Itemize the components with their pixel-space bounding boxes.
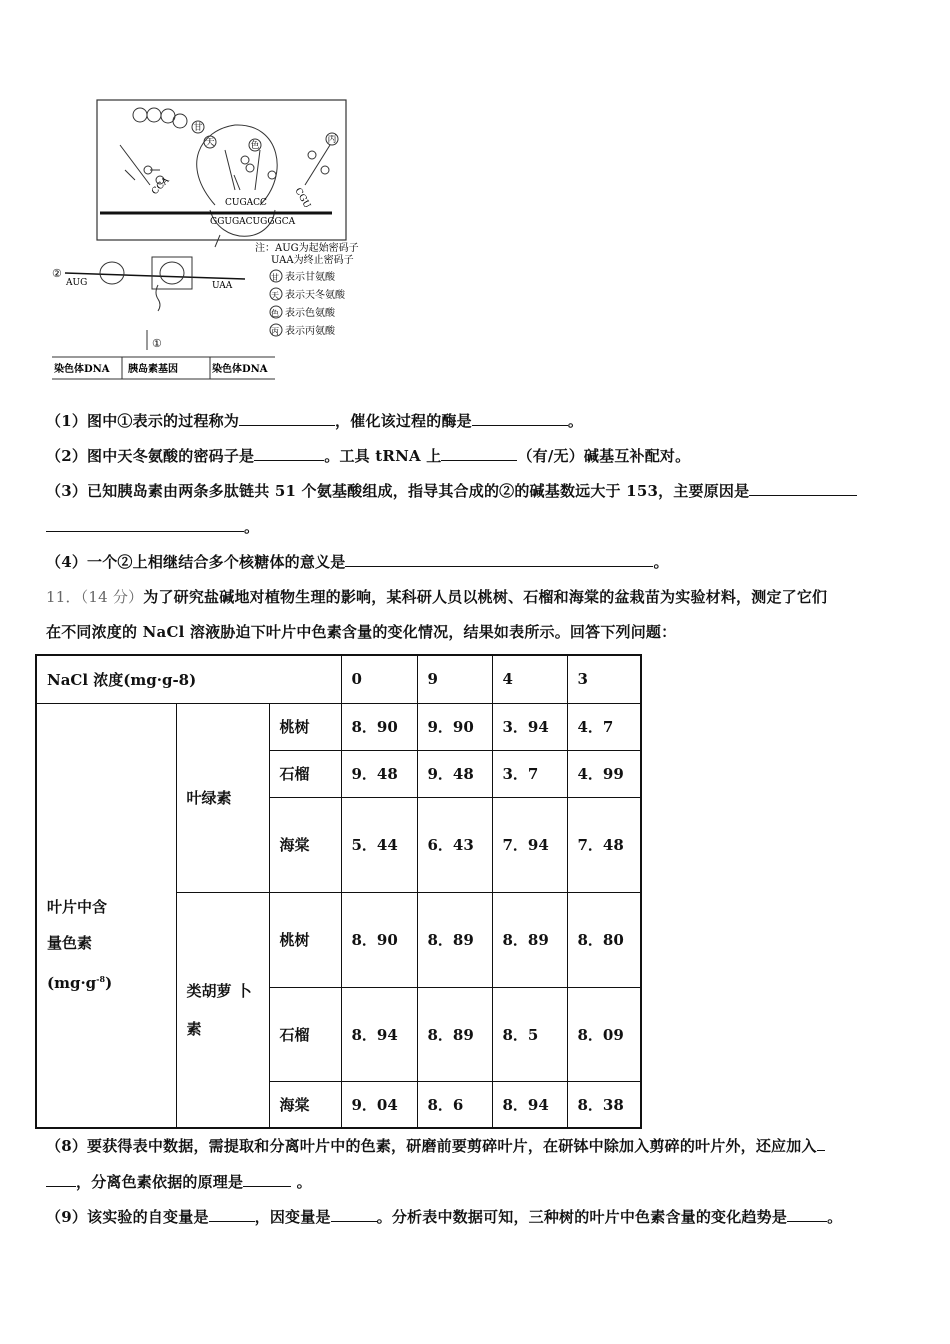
table-cell: 8．89 xyxy=(417,892,492,987)
mrna-sequence: GGUGACUGGGCA xyxy=(210,217,296,227)
tree-label: 石榴 xyxy=(269,750,341,797)
answer-blank[interactable] xyxy=(331,1207,377,1222)
answer-blank[interactable] xyxy=(749,481,857,496)
table-header-row xyxy=(36,655,641,703)
question-8: （8）要获得表中数据，需提取和分离叶片中的色素，研磨前要剪碎叶片，在研钵中除加入剪碎的叶片外，还应加入 xyxy=(46,1135,825,1156)
table-cell: 5．44 xyxy=(341,797,417,892)
pigment-table xyxy=(35,654,642,1129)
table-cell: 4．99 xyxy=(567,750,641,797)
translation-diagram xyxy=(40,95,380,385)
row-group-label: 叶片中含 量色素 $(mg\cdot g^{-8})$ xyxy=(36,703,176,1128)
tree-label: 海棠 xyxy=(269,1081,341,1128)
start-codon-label: AUG xyxy=(66,278,88,288)
question-8-continued: ，分离色素依据的原理是 。 xyxy=(46,1171,312,1192)
ribosome-1 xyxy=(100,262,124,284)
question-9: （9）该实验的自变量是 ，因变量是 。分析表中数据可知，三种树的叶片中色素含量的变化趋势是 。 xyxy=(46,1208,843,1226)
svg-text:甘: 甘 xyxy=(193,123,203,133)
svg-text:色: 色 xyxy=(250,141,260,151)
svg-text:表示天冬氨酸: 表示天冬氨酸 xyxy=(285,290,345,301)
answer-blank[interactable] xyxy=(239,411,335,426)
table-cell: 9．04 xyxy=(341,1081,417,1128)
svg-text:色: 色 xyxy=(271,309,279,318)
question-3-continued: 。 xyxy=(46,516,259,537)
pigment-label: 叶绿素 xyxy=(176,703,269,892)
table-cell: 8．6 xyxy=(417,1081,492,1128)
svg-text:天: 天 xyxy=(205,138,215,148)
nacl-header: NaCl 浓度(mg·g-8) xyxy=(36,655,341,703)
table-cell: 8．80 xyxy=(567,892,641,987)
ribosome-large xyxy=(197,125,277,205)
mrna-marker: ② xyxy=(52,267,62,280)
svg-text:注：AUG为起始密码子: 注：AUG为起始密码子 xyxy=(255,243,359,254)
question-11: 11．（14 分）为了研究盐碱地对植物生理的影响，某科研人员以桃树、石榴和海棠的盆栽苗为实验材料，测定了它们 xyxy=(46,588,828,606)
anticodon-left: CCA xyxy=(150,175,172,198)
answer-blank[interactable] xyxy=(345,552,653,567)
concentration-header: 3 xyxy=(567,655,641,703)
table-cell: 6．43 xyxy=(417,797,492,892)
amino-acid-labels xyxy=(192,121,338,151)
table-row xyxy=(36,703,641,750)
table-cell: 8．90 xyxy=(341,892,417,987)
svg-text:甘: 甘 xyxy=(271,273,279,282)
table-cell: 7．94 xyxy=(492,797,567,892)
table-cell: 3．94 xyxy=(492,703,567,750)
question-2: （2）图中天冬氨酸的密码子是 。工具 tRNA 上 （有/无）碱基互补配对。 xyxy=(46,447,691,465)
concentration-header: 9 xyxy=(417,655,492,703)
trna-shapes xyxy=(120,145,330,190)
ribosome-2 xyxy=(160,262,184,284)
answer-blank[interactable] xyxy=(209,1207,255,1222)
answer-blank[interactable] xyxy=(787,1207,827,1222)
tree-label: 桃树 xyxy=(269,892,341,987)
peptide-chain xyxy=(133,108,187,128)
tree-label: 石榴 xyxy=(269,987,341,1081)
answer-blank[interactable] xyxy=(254,446,324,461)
question-4: （4）一个②上相继结合多个核糖体的意义是 。 xyxy=(46,553,669,571)
svg-text:表示甘氨酸: 表示甘氨酸 xyxy=(285,272,335,283)
process-marker: ① xyxy=(152,337,162,350)
table-cell: 4．7 xyxy=(567,703,641,750)
dna-right-label: 染色体DNA xyxy=(212,364,268,375)
table-cell: 8．5 xyxy=(492,987,567,1081)
table-cell: 3．7 xyxy=(492,750,567,797)
concentration-header: 0 xyxy=(341,655,417,703)
table-cell: 8．94 xyxy=(341,987,417,1081)
table-cell: 8．09 xyxy=(567,987,641,1081)
answer-blank[interactable] xyxy=(472,411,568,426)
table-cell: 7．48 xyxy=(567,797,641,892)
answer-blank[interactable] xyxy=(441,446,517,461)
tree-label: 桃树 xyxy=(269,703,341,750)
question-1: （1）图中①表示的过程称为 ，催化该过程的酶是 。 xyxy=(46,412,584,430)
table-cell: 8．90 xyxy=(341,703,417,750)
svg-text:UAA为终止密码子: UAA为终止密码子 xyxy=(271,255,354,266)
mrna-line xyxy=(65,273,245,279)
table-cell: 8．38 xyxy=(567,1081,641,1128)
svg-text:天: 天 xyxy=(271,291,279,300)
table-cell: 8．94 xyxy=(492,1081,567,1128)
table-cell: 8．89 xyxy=(492,892,567,987)
anticodon-right: CGU xyxy=(292,186,312,211)
question-3: （3）已知胰岛素由两条多肽链共 51 个氨基酸组成，指导其合成的②的碱基数远大于 153，主要原因是 xyxy=(46,480,857,501)
tree-label: 海棠 xyxy=(269,797,341,892)
dna-left-label: 染色体DNA xyxy=(54,364,110,375)
answer-blank[interactable] xyxy=(46,517,244,532)
diagram-note xyxy=(255,241,359,337)
insulin-gene-label: 胰岛素基因 xyxy=(128,364,178,375)
question-11-continued: 在不同浓度的 NaCl 溶液胁迫下叶片中色素含量的变化情况，结果如表所示。回答下列问题： xyxy=(46,623,677,641)
table-cell: 9．48 xyxy=(341,750,417,797)
zoom-arrow xyxy=(215,235,220,247)
answer-blank[interactable] xyxy=(243,1172,291,1187)
pigment-label: 类胡萝 卜 素 xyxy=(176,892,269,1128)
answer-blank[interactable] xyxy=(46,1172,76,1187)
svg-text:丙: 丙 xyxy=(271,327,279,336)
svg-text:丙: 丙 xyxy=(327,135,337,145)
table-cell: 9．48 xyxy=(417,750,492,797)
codon-strand: CUGACC xyxy=(225,198,267,208)
table-cell: 8．89 xyxy=(417,987,492,1081)
table-cell: 9．90 xyxy=(417,703,492,750)
answer-blank[interactable] xyxy=(817,1136,825,1151)
svg-text:表示丙氨酸: 表示丙氨酸 xyxy=(285,326,335,337)
stop-codon-label: UAA xyxy=(212,281,233,291)
concentration-header: 4 xyxy=(492,655,567,703)
svg-text:表示色氨酸: 表示色氨酸 xyxy=(285,308,335,319)
